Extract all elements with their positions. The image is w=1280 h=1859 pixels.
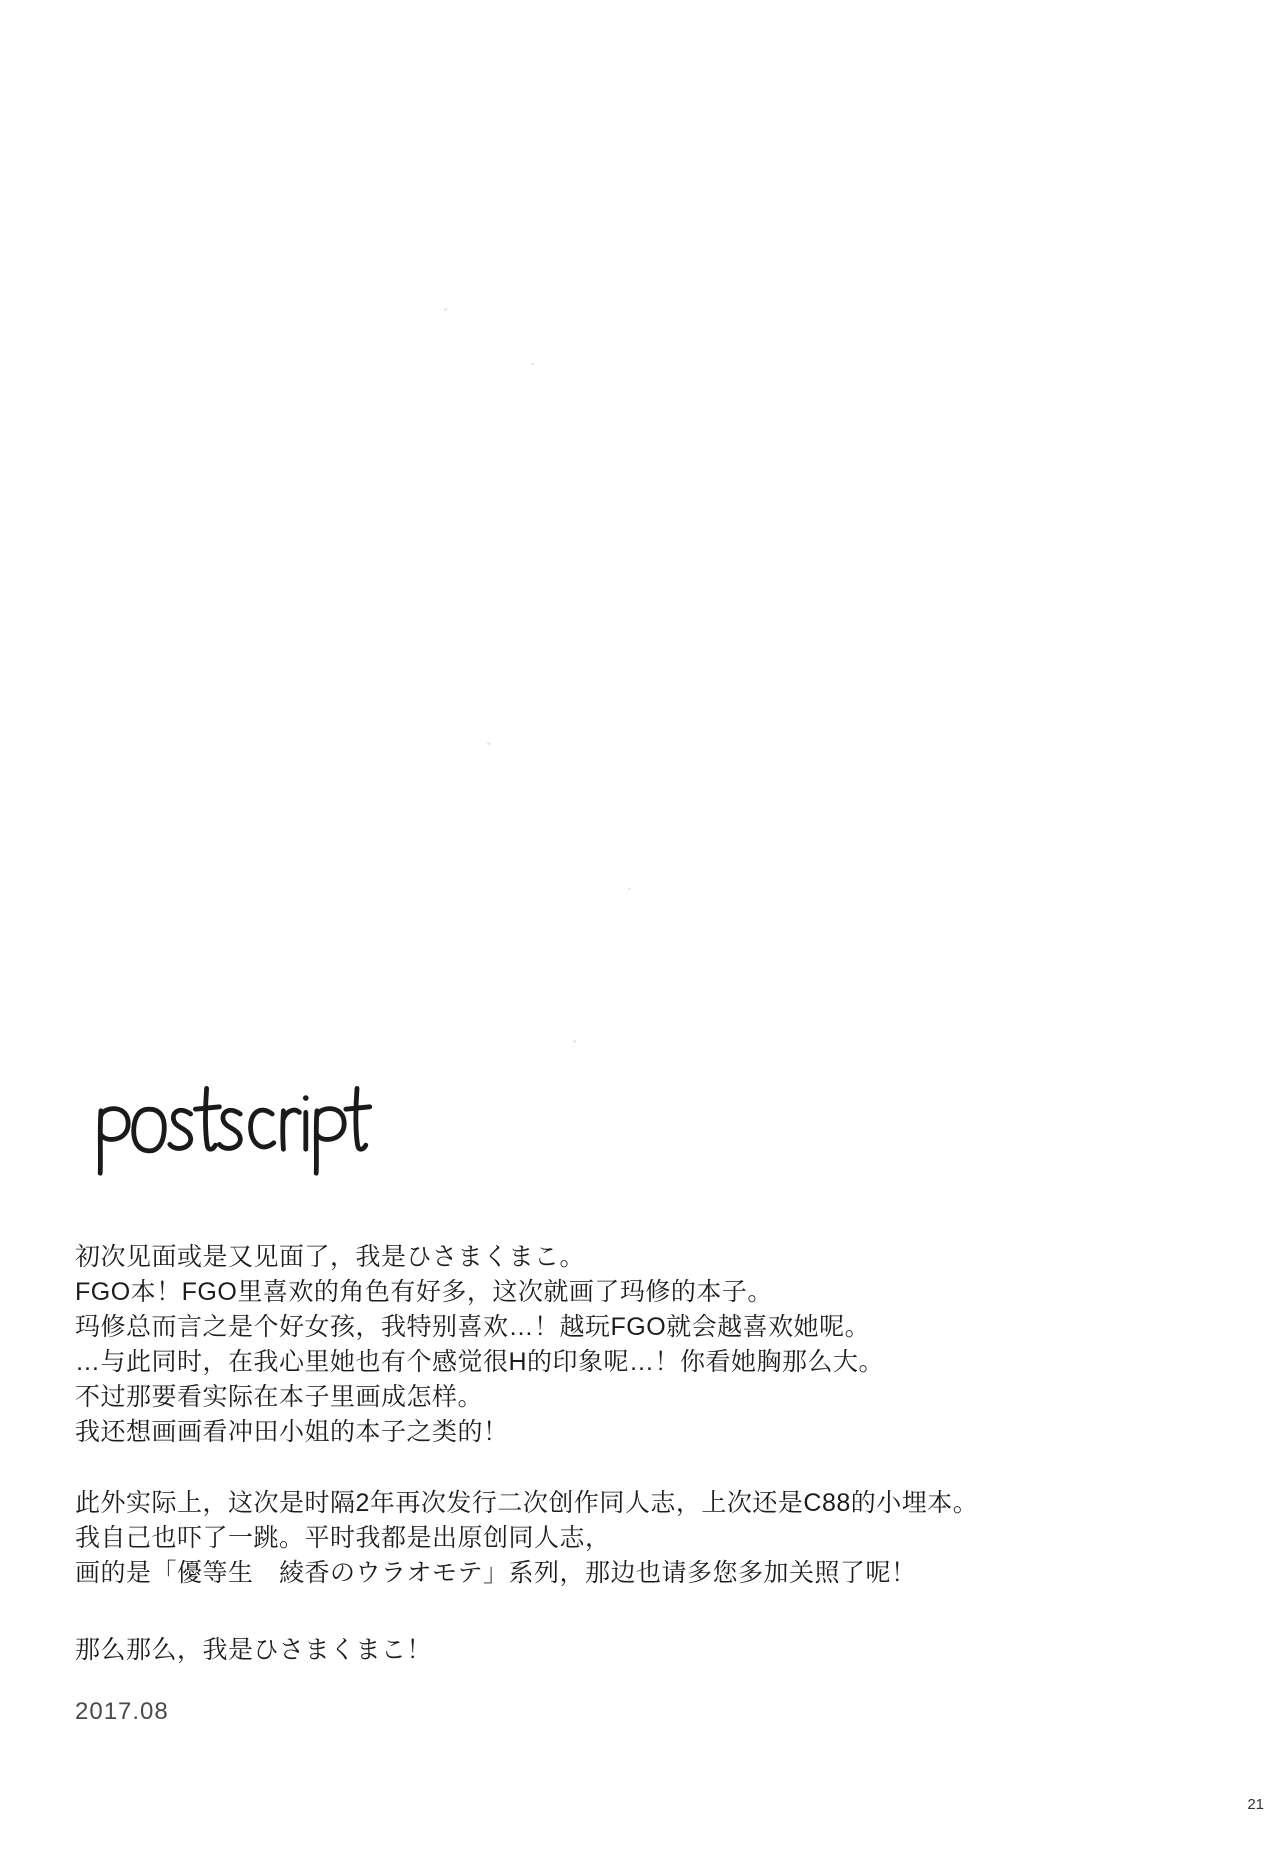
text-line: 不过那要看实际在本子里画成怎样。	[75, 1383, 484, 1411]
date: 2017.08	[75, 1698, 169, 1725]
postscript-title	[93, 1082, 373, 1178]
scan-speck	[444, 308, 447, 311]
scan-speck	[487, 742, 490, 745]
text-line: 画的是「優等生 綾香のウラオモテ」系列，那边也请多您多加关照了呢！	[75, 1559, 917, 1587]
text-line: FGO本！FGO里喜欢的角色有好多，这次就画了玛修的本子。	[75, 1278, 773, 1306]
scan-speck	[531, 363, 534, 365]
text-line: 玛修总而言之是个好女孩，我特别喜欢…！越玩FGO就会越喜欢她呢。	[75, 1313, 871, 1341]
text-line: 此外实际上，这次是时隔2年再次发行二次创作同人志，上次还是C88的小埋本。	[75, 1489, 979, 1517]
paragraph-1	[75, 1240, 1205, 1450]
scan-speck	[573, 1040, 576, 1043]
paragraph-2	[75, 1486, 1205, 1591]
text-line: 那么那么，我是ひさまくまこ！	[75, 1636, 433, 1664]
text-line: …与此同时，在我心里她也有个感觉很H的印象呢…！你看她胸那么大。	[75, 1348, 885, 1376]
text-line: 初次见面或是又见面了，我是ひさまくまこ。	[75, 1243, 586, 1271]
paragraph-3	[75, 1633, 1205, 1668]
afterword-text	[75, 1240, 1205, 1668]
text-line: 我还想画画看冲田小姐的本子之类的！	[75, 1418, 509, 1446]
text-line: 我自己也吓了一跳。平时我都是出原创同人志，	[75, 1524, 611, 1552]
page-number: 21	[1247, 1796, 1264, 1813]
scan-speck	[628, 888, 631, 890]
